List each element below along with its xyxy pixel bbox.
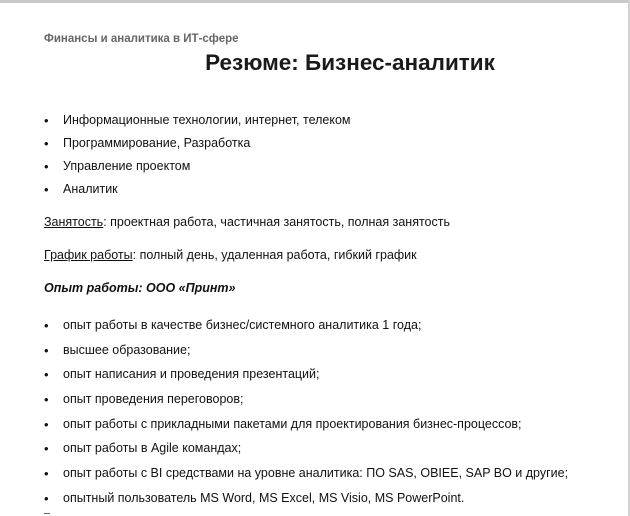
employment-value: : проектная работа, частичная занятость, полная занятость	[103, 215, 450, 229]
bullet-icon: •	[44, 490, 49, 506]
list-item-text: Управление проектом	[63, 159, 191, 173]
bullet-icon: •	[44, 159, 49, 174]
list-item	[44, 318, 568, 343]
list-item	[44, 113, 351, 136]
schedule-line	[44, 248, 417, 263]
industries-list	[44, 113, 351, 205]
list-item-text: опыт работы в качестве бизнес/системного аналитика 1 года;	[63, 318, 422, 332]
bullet-icon: •	[44, 441, 49, 457]
list-item	[44, 367, 568, 392]
experience-heading: Опыт работы: ООО «Принт»	[44, 281, 236, 295]
page-title: Резюме: Бизнес-аналитик	[205, 50, 495, 75]
list-item-text: Программирование, Разработка	[63, 136, 251, 150]
bullet-icon: •	[44, 392, 49, 408]
bullet-icon: •	[44, 466, 49, 482]
header-caption: Финансы и аналитика в ИТ-сфере	[44, 33, 239, 45]
list-item-text: Информационные технологии, интернет, телеком	[63, 113, 351, 127]
list-item-text: опыт написания и проведения презентаций;	[63, 367, 320, 382]
list-item	[44, 182, 351, 205]
employment-label: Занятость	[44, 215, 104, 229]
bullet-icon: •	[44, 416, 49, 432]
list-item	[44, 159, 351, 182]
bullet-icon: •	[44, 136, 49, 151]
list-item	[44, 466, 568, 491]
list-item-text: опыт работы с прикладными пакетами для проектирования бизнес-процессов;	[63, 416, 522, 431]
list-item	[44, 441, 568, 466]
bullet-icon: •	[44, 182, 49, 197]
list-item	[44, 417, 568, 442]
list-item	[44, 392, 568, 417]
bullet-icon: •	[44, 367, 49, 383]
schedule-label: График работы	[44, 248, 133, 262]
list-item	[44, 491, 568, 516]
requirements-list	[44, 318, 568, 516]
list-item	[44, 343, 568, 368]
list-item-text: опытный пользователь MS Word, MS Excel, MS Visio, MS PowerPoint.	[63, 490, 465, 505]
list-item	[44, 136, 351, 159]
bullet-icon: •	[44, 318, 49, 333]
list-item-text: высшее образование;	[63, 342, 191, 357]
bullet-icon: •	[44, 342, 49, 358]
bullet-icon: •	[44, 113, 49, 128]
list-item-text: Аналитик	[63, 182, 118, 196]
schedule-value: : полный день, удаленная работа, гибкий график	[132, 248, 417, 262]
top-border	[0, 0, 630, 3]
list-item-text: опыт работы с BI средствами на уровне аналитика: ПО SAS, OBIEE, SAP BO и другие;	[63, 466, 569, 481]
employment-line	[44, 215, 450, 230]
cut-off-bullet-fragment	[44, 513, 50, 514]
list-item-text: опыт проведения переговоров;	[63, 392, 244, 407]
list-item-text: опыт работы в Agile командах;	[63, 441, 242, 456]
